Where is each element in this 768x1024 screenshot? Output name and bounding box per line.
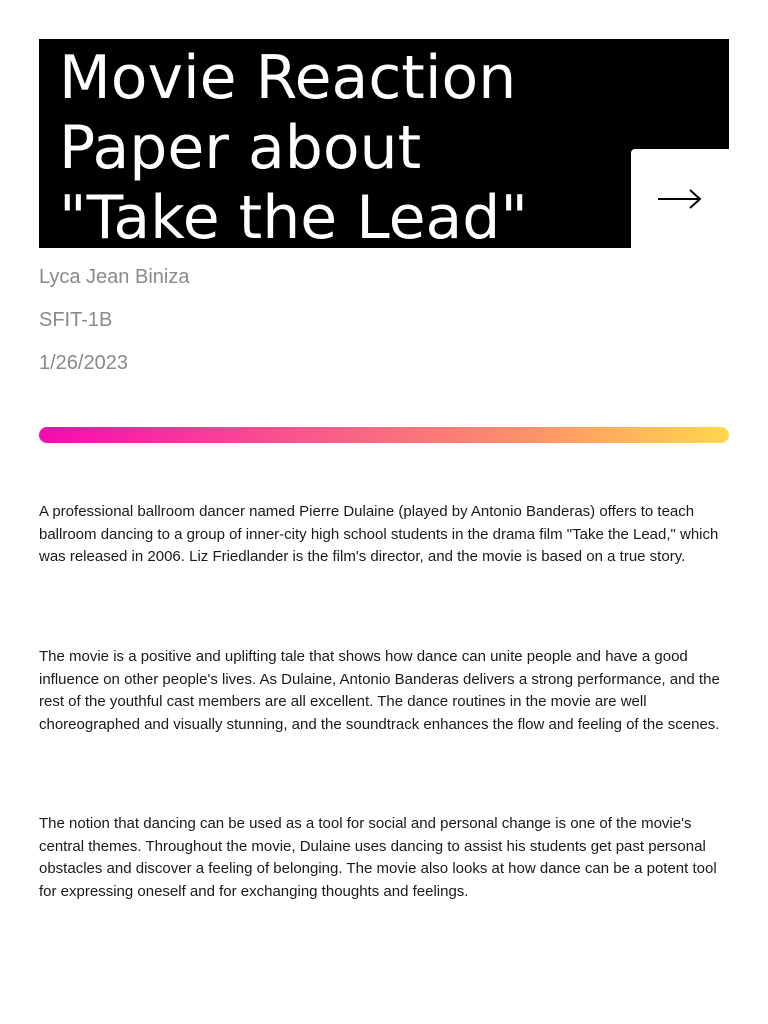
arrow-right-icon: [657, 187, 703, 211]
author-name: Lyca Jean Biniza: [39, 266, 190, 288]
paragraph-themes: The notion that dancing can be used as a tool for social and personal change is one of the movie's central themes. Throughout the movie, Dulaine uses dancing to assist his students get past personal obstacles and discover a feeling of belonging. The movie also looks at how dance can be a potent tool for expressing oneself and for exchanging thoughts and feelings.: [39, 815, 717, 901]
paragraph-summary: A professional ballroom dancer named Pierre Dulaine (played by Antonio Banderas) offers to teach ballroom dancing to a group of inner-city high school students in the drama film "Take the Lead," which was released in 2006. Liz Friedlander is the film's director, and the movie is based on a true story.: [39, 503, 719, 566]
document-date: 1/26/2023: [39, 352, 128, 374]
title-line-3: "Take the Lead": [59, 183, 528, 253]
class-section: SFIT-1B: [39, 309, 113, 331]
title-banner: [39, 39, 729, 253]
title-line-1: Movie Reaction: [59, 43, 517, 113]
page-title: [59, 43, 528, 253]
next-page-button[interactable]: [631, 149, 729, 249]
paragraph-review: The movie is a positive and uplifting tale that shows how dance can unite people and have a good influence on other people's lives. As Dulaine, Antonio Banderas delivers a strong performance, and the rest of the youthful cast members are all excellent. The dance routines in the movie are well choreographed and visually stunning, and the soundtrack enhances the flow and feeling of the scenes.: [39, 648, 720, 734]
title-line-2: Paper about: [59, 113, 422, 183]
accent-divider: [39, 427, 729, 443]
